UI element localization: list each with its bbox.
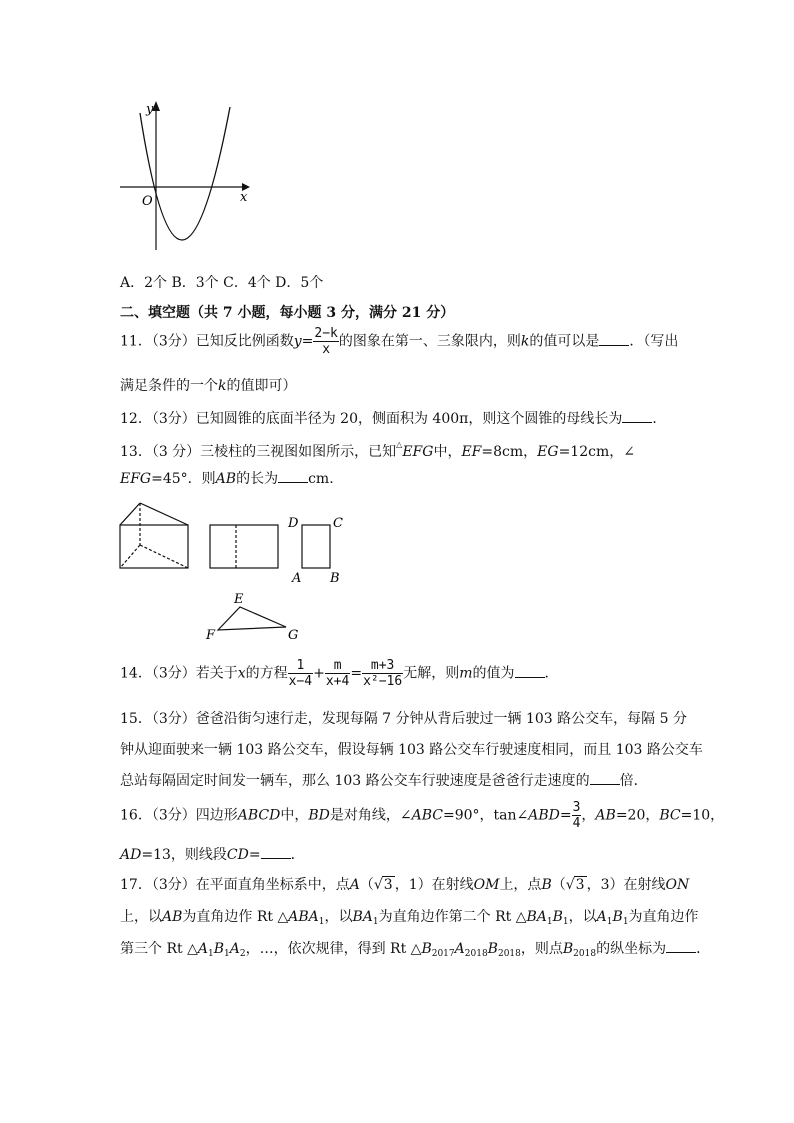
q16-bd: BD [308,807,330,824]
label-A: A [292,571,302,586]
q11-line2b: 的值即可） [226,378,297,394]
q14-end: ． [544,665,559,682]
q14-answer-blank[interactable] [515,665,545,678]
q17-sqrt3-a: 3 [383,877,393,893]
q16-bc: BC [659,807,681,824]
q15-line3-text: 总站每隔固定时间发一辆车，那么 103 路公交车行驶速度是爸爸行走速度的 [120,773,590,789]
q17-line3: 第三个 Rt $\triangle A_1B_1A_2$，…，依次规律，得到 Rt $\triangle B_{2017}A_{2018}B_{2018}$，则点$B_{2018}$的纵坐标为 ． [120,941,711,959]
q14-frac2 [325,658,350,689]
q14 [120,658,559,689]
q17-BA1B1: BA [526,909,547,925]
q15-line1: 15．（3分）爸爸沿街匀速行走，发现每隔 7 分钟从背后驶过一辆 103 路公交车，每隔 5 分 [120,711,687,727]
q17-l2f: 为直角边作 [628,909,699,925]
q17-ON: ON [665,877,690,893]
q10-options: A．2个 B．3个 C．4个 D．5个 [120,275,324,291]
q14-frac2-den: x+4 [325,674,350,689]
q17-l1f: ，3）在射线 [586,877,666,893]
q11-end: ．（写出 [629,333,679,350]
q15-end: 倍． [619,773,648,789]
label-E: E [234,592,244,607]
q14-suffix2: 的值为 [472,665,515,682]
q17-l1e: （ [551,877,566,893]
q17-l2d: 为直角边作第二个 Rt △ [378,909,527,925]
q17-l3b: ，…，依次规律，得到 Rt △ [245,941,422,957]
q15-answer-blank[interactable] [590,772,620,785]
q16-abc: ABC [411,807,443,824]
q11-y: y [293,333,302,350]
q16-d: =90°，tan∠ [442,807,529,824]
q16-frac-den: 4 [572,816,581,831]
label-D: D [288,516,299,531]
q13-line1c: =8cm， [481,444,538,460]
q17-A1B1A2: A [197,941,208,957]
q14-frac2-num: m [325,658,350,674]
q17-l3c: ，则点 [520,941,563,957]
q16-abd: ABD [528,807,560,824]
q16-g: =20， [615,807,660,824]
label-F: F [206,628,216,643]
q16-ab: AB [595,807,616,824]
q17-l2b: 为直角边作 Rt △ [182,909,289,925]
q16-line2c: = [248,847,261,863]
q11-k2: k [218,378,227,394]
triangle-efg [218,607,286,630]
q11-k: k [520,333,530,350]
q17-end: ． [696,941,711,957]
sqrt-symbol: √ [565,877,575,893]
q16-h: =10， [680,807,725,824]
q11-eq: = [301,333,314,350]
q11-line1 [120,326,678,357]
origin-label: O [142,194,153,209]
q13-line2 [120,468,334,488]
q14-suffix: 无解，则 [403,665,460,682]
q16-b: 中， [280,807,309,824]
q13-efg: EFG [402,444,434,460]
parabola-graph [110,95,260,260]
q17-B2017: B [421,941,432,957]
q12 [120,408,666,428]
q17-line1 [120,874,689,894]
q13-ef: EF [461,444,482,460]
parabola-curve [140,107,230,240]
q13-line2c: cm. [308,471,334,487]
q17-ABA1: ABA [288,909,319,925]
front-view-rect [210,525,278,568]
q16-f: ， [581,807,596,824]
q13-line1d: =12cm，∠ [558,444,635,460]
q17-l2a: 上，以 [120,909,162,925]
q15-line2: 钟从迎面驶来一辆 103 路公交车，假设每辆 103 路公交车行驶速度相同，而且 103 路公交车 [120,742,703,758]
q15-line3 [120,770,648,790]
q17-answer-blank[interactable] [666,940,696,953]
q17-B2018: B [562,941,574,957]
q17-B: B [541,877,552,893]
q16-e: = [559,807,572,824]
q11-line2a: 满足条件的一个 [120,378,218,394]
q14-frac1-den: x−4 [288,674,313,689]
q13-line2b: 的长为 [236,471,279,487]
q16-line2b: =13，则线段 [141,847,227,863]
q16-fraction [572,800,582,831]
q14-eq: = [350,665,363,682]
q17-BA1: BA [352,909,373,925]
label-C: C [333,516,343,531]
q17-l1d: 上，点 [499,877,542,893]
q14-frac1 [288,658,313,689]
section2-title: 二、填空题（共 7 小题，每小题 3 分，满分 21 分） [120,305,455,321]
q16-line2 [120,844,305,864]
q13-triangle-symbol: △ [396,440,403,449]
label-B: B [330,571,340,586]
q16-end: ． [290,847,305,863]
q11-fraction [313,326,338,357]
q12-answer-blank[interactable] [622,410,652,423]
q16-abcd: ABCD [237,807,281,824]
q14-frac3 [362,658,403,689]
q12-text: 12．（3分）已知圆锥的底面半径为 20，侧面积为 400π，则这个圆锥的母线长为 [120,411,623,427]
q17-l1c: ，1）在射线 [394,877,474,893]
q17-l3a: 第三个 Rt △ [120,941,198,957]
q16-line1 [120,800,724,831]
q17-sqrt3-b: 3 [575,877,585,893]
q17-l2e: ，以 [568,909,597,925]
q13-line2a: =45°．则 [151,471,216,487]
q14-frac1-num: 1 [288,658,313,674]
q11-middle: 的图象在第一、三象限内，则 [338,333,521,350]
sqrt-symbol: √ [373,877,383,893]
q14-x: x [237,665,246,682]
three-views-figure [110,500,360,645]
q16-c: 是对角线，∠ [329,807,412,824]
q17-A: A [349,877,360,893]
q16-answer-blank[interactable] [261,846,291,859]
q11-prefix: 11．（3分）已知反比例函数 [120,333,294,350]
q14-m: m [459,665,473,682]
q13-eg: EG [537,444,559,460]
q17-OM: OM [473,877,500,893]
q16-cd: CD [226,847,249,863]
q13-line1 [120,440,635,461]
q16-a: 16．（3分）四边形 [120,807,238,824]
q17-line2: 上，以AB为直角边作 Rt $\triangle ABA_1$，以$BA_1$为直角边作第二个 Rt $\triangle BA_1B_1$，以$A_1B_1$为直角边作 [120,909,699,927]
q13-answer-blank[interactable] [278,470,308,483]
q16-ad: AD [120,847,142,863]
q17-l2c: ，以 [324,909,353,925]
q14-frac3-den: x²−16 [363,674,403,689]
x-axis-label: x [240,190,248,205]
q14-prefix: 14．（3分）若关于 [120,665,238,682]
prism-view [120,503,188,568]
q13-efg2: EFG [120,471,152,487]
q11-frac-den: x [322,342,331,357]
q12-end: ． [652,411,667,427]
q11-frac-num: 2−k [314,326,338,341]
q17-AB: AB [162,909,183,925]
q13-line1b: 中， [433,444,462,460]
q13-line1a: 13．（3 分）三棱柱的三视图如图所示，已知 [120,444,397,460]
q13-ab: AB [215,471,237,487]
label-G: G [288,628,299,643]
q11-suffix: 的值可以是 [529,333,600,350]
q17-l3d: 的纵坐标为 [596,941,667,957]
q17-A1B1: A [596,909,607,925]
q11-line2 [120,375,296,395]
q16-frac-num: 3 [572,800,581,815]
q17-l1a: 17．（3分）在平面直角坐标系中，点 [120,877,350,893]
q11-answer-blank[interactable] [599,333,629,346]
q14-mid: 的方程 [245,665,288,682]
y-axis-label: y [146,102,154,117]
q14-plus: + [313,665,325,682]
q17-l1b: （ [359,877,374,893]
side-view-rect [302,525,330,568]
q14-frac3-num: m+3 [362,658,403,674]
